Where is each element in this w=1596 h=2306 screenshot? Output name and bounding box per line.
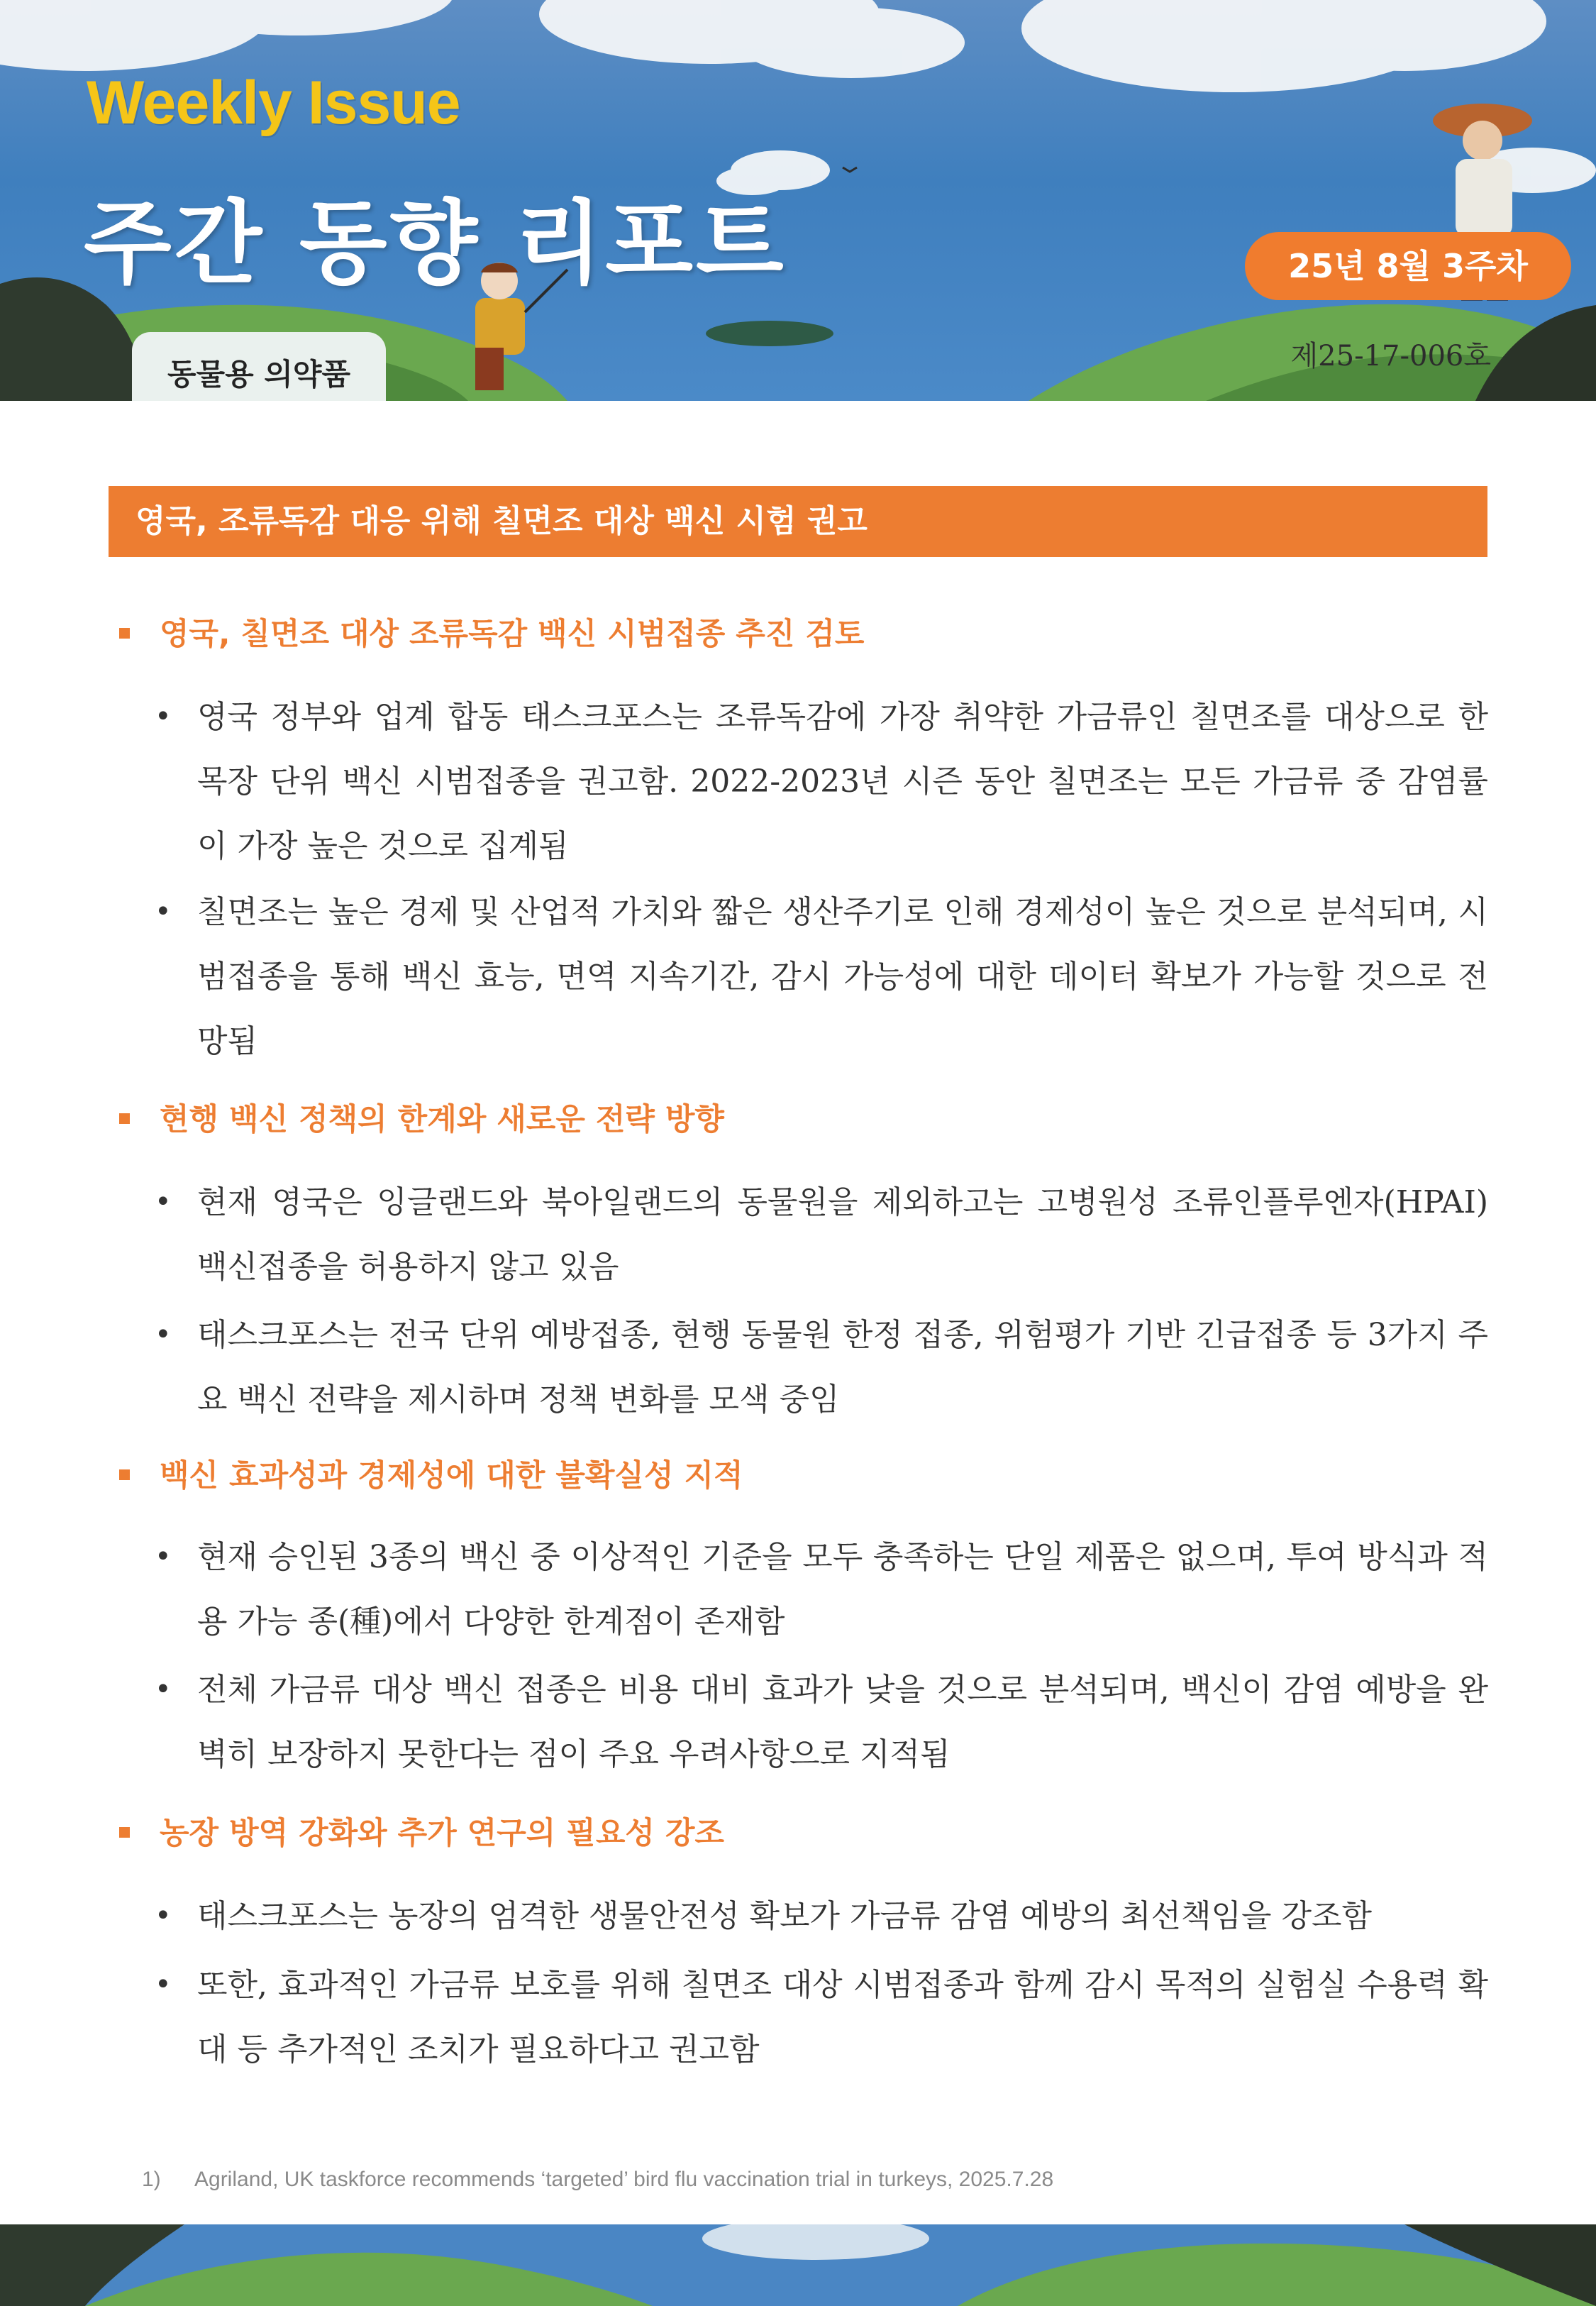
footer-illustration: [0, 2224, 1596, 2306]
category-tab[interactable]: 동물용 의약품: [132, 332, 386, 401]
bullet-dot-icon: •: [155, 1186, 172, 1218]
square-bullet-icon: [119, 1827, 130, 1838]
bullet-dot-icon: •: [155, 1899, 172, 1932]
report-title: 주간 동향 리포트: [84, 191, 787, 297]
footnote-text: Agriland, UK taskforce recommends ‘targeted’ bird flu vaccination trial in turkeys, 2025.7.28: [194, 2168, 1054, 2191]
footnote: [142, 2168, 1053, 2192]
header-banner: [0, 0, 1596, 401]
square-bullet-icon: [119, 1469, 130, 1480]
square-bullet-icon: [119, 1113, 130, 1124]
list-item: • 현재 영국은 잉글랜드와 북아일랜드의 동물원을 제외하고는 고병원성 조류인플루엔자(HPAI) 백신접종을 허용하지 않고 있음: [155, 1170, 1488, 1299]
bullet-dot-icon: •: [155, 1318, 172, 1351]
section-heading: 현행 백신 정책의 한계와 새로운 전략 방향: [119, 1098, 724, 1141]
list-item: • 전체 가금류 대상 백신 접종은 비용 대비 효과가 낮을 것으로 분석되며, 백신이 감염 예방을 완벽히 보장하지 못한다는 점이 주요 우려사항으로 지적됨: [155, 1657, 1488, 1787]
list-item: • 칠면조는 높은 경제 및 산업적 가치와 짧은 생산주기로 인해 경제성이 높은 것으로 분석되며, 시범접종을 통해 백신 효능, 면역 지속기간, 감시 가능성에 대한 데이터 확보가 가능할 것으로 전망됨: [155, 880, 1488, 1074]
section-heading: 농장 방역 강화와 추가 연구의 필요성 강조: [119, 1812, 724, 1855]
bullet-dot-icon: •: [155, 895, 172, 928]
list-item: • 또한, 효과적인 가금류 보호를 위해 칠면조 대상 시범접종과 함께 감시 목적의 실험실 수용력 확대 등 추가적인 조치가 필요하다고 권고함: [155, 1953, 1488, 2082]
bullet-dot-icon: •: [155, 1673, 172, 1706]
footnote-number: 1): [142, 2168, 161, 2191]
bullet-dot-icon: •: [155, 1968, 172, 2001]
weekly-issue-label: Weekly Issue: [87, 69, 460, 137]
section-heading: 백신 효과성과 경제성에 대한 불확실성 지적: [119, 1455, 743, 1497]
bullet-dot-icon: •: [155, 700, 172, 733]
list-item: • 태스크포스는 농장의 엄격한 생물안전성 확보가 가금류 감염 예방의 최선책임을 강조함: [155, 1884, 1488, 1948]
footer-art: [0, 2224, 1596, 2306]
bullet-dot-icon: •: [155, 1540, 172, 1573]
section-heading: 영국, 칠면조 대상 조류독감 백신 시범접종 추진 검토: [119, 613, 864, 656]
date-badge: 25년 8월 3주차: [1245, 232, 1571, 300]
issue-number: 제25-17-006호: [1290, 340, 1491, 373]
list-item: • 현재 승인된 3종의 백신 중 이상적인 기준을 모두 충족하는 단일 제품은 없으며, 투여 방식과 적용 가능 종(種)에서 다양한 한계점이 존재함: [155, 1525, 1488, 1654]
list-item: • 태스크포스는 전국 단위 예방접종, 현행 동물원 한정 접종, 위험평가 기반 긴급접종 등 3가지 주요 백신 전략을 제시하며 정책 변화를 모색 중임: [155, 1303, 1488, 1432]
list-item: • 영국 정부와 업계 합동 태스크포스는 조류독감에 가장 취약한 가금류인 칠면조를 대상으로 한 목장 단위 백신 시범접종을 권고함. 2022-2023년 시즌 동안 칠면조는 모든 가금류 중 감염률이 가장 높은 것으로 집계됨: [155, 685, 1488, 878]
article-title-bar: 영국, 조류독감 대응 위해 칠면조 대상 백신 시험 권고: [109, 486, 1487, 557]
square-bullet-icon: [119, 628, 130, 639]
